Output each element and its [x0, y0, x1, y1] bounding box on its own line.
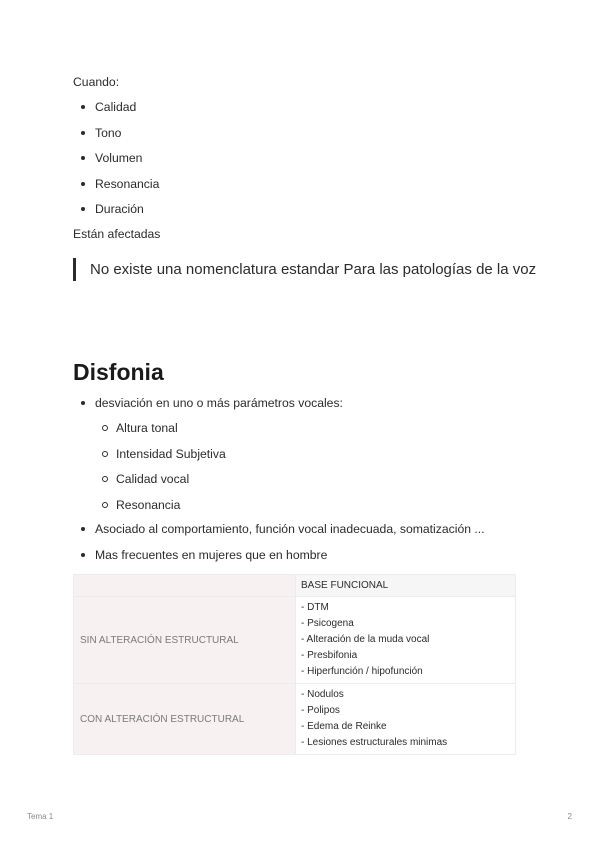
- cell-line: - Polipos: [301, 705, 340, 716]
- page-number: 2: [567, 812, 572, 821]
- cell-line: - Alteración de la muda vocal: [301, 634, 430, 645]
- cell-line: - Lesiones estructurales minimas: [301, 737, 448, 748]
- row-header: CON ALTERACIÓN ESTRUCTURAL: [74, 684, 296, 755]
- footer-title: Tema 1: [27, 812, 54, 821]
- list-item: Resonancia: [73, 176, 159, 202]
- table-header-row: [74, 575, 516, 597]
- classification-table: [73, 574, 516, 755]
- table-cell: [296, 684, 516, 755]
- disfonia-list-bottom: [73, 521, 485, 572]
- list-item: Resonancia: [73, 497, 226, 523]
- list-item: Calidad: [73, 99, 159, 125]
- list-item: Calidad vocal: [73, 471, 226, 497]
- table-row: [74, 597, 516, 684]
- list-item: Volumen: [73, 150, 159, 176]
- table-cell: [296, 597, 516, 684]
- row-header: SIN ALTERACIÓN ESTRUCTURAL: [74, 597, 296, 684]
- callout-quote: No existe una nomenclatura estandar Para las patologías de la voz: [73, 258, 540, 281]
- cell-line: - Psicogena: [301, 618, 354, 629]
- column-header: BASE FUNCIONAL: [296, 575, 516, 597]
- list-item: Tono: [73, 125, 159, 151]
- parameter-list: [73, 99, 159, 227]
- list-item: Mas frecuentes en mujeres que en hombre: [73, 547, 485, 573]
- list-item: Altura tonal: [73, 420, 226, 446]
- list-item: Intensidad Subjetiva: [73, 446, 226, 472]
- list-item: Duración: [73, 201, 159, 227]
- table-corner-cell: [74, 575, 296, 597]
- cell-line: - Presbifonia: [301, 650, 358, 661]
- disfonia-list-top: [73, 395, 343, 421]
- table-row: [74, 684, 516, 755]
- intro-text: Cuando:: [73, 75, 120, 89]
- cell-line: - Edema de Reinke: [301, 721, 387, 732]
- disfonia-sublist: [73, 420, 226, 522]
- section-heading: Disfonia: [73, 359, 164, 385]
- list-item: desviación en uno o más parámetros vocales:: [73, 395, 343, 421]
- affected-text: Están afectadas: [73, 227, 161, 241]
- cell-line: - Nodulos: [301, 689, 344, 700]
- cell-line: - Hiperfunción / hipofunción: [301, 666, 423, 677]
- list-item: Asociado al comportamiento, función vocal inadecuada, somatización ...: [73, 521, 485, 547]
- cell-line: - DTM: [301, 602, 329, 613]
